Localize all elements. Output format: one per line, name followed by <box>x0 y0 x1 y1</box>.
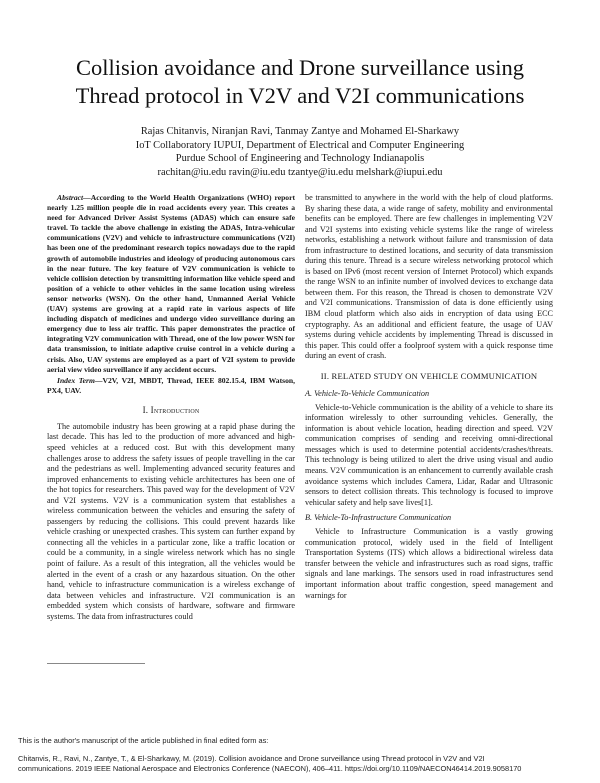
abstract-lead: Abstract— <box>57 193 91 202</box>
left-column <box>47 193 295 622</box>
introduction-continuation: be transmitted to anywhere in the world with the help of cloud platforms. By sharing these data, a wide range of safety, mobility and environmental benefits can be employed. There are few challenges in implementing V2V and V2I systems into existing vehicle systems like the range of wireless networks, establishing a network without failure and transmission of data from infrastructure to destined locations, and security of data transmission during this tenure. Thread is a secure wireless networking protocol which is based on IPv6 (most recent version of Internet Protocol) which expands the range WSN to an infinite number of involved devices to exchange data between them. For this reason, the Thread is chosen to demonstrate V2V and V2I communications. Transmission of data is done efficiently using IBM cloud platform which also aids in encryption of data using ECC cryptography. As an additional and efficient feature, the usage of UAV systems during vehicle accidents by implementing Thread is discussed in this paper. This could offer a foolproof system with a quick response time during an event of crash. <box>305 193 553 361</box>
abstract <box>47 193 295 375</box>
v2i-paragraph: Vehicle to Infrastructure Communication is a vastly growing communication protocol, widely used in the field of Intelligent Transportation Systems (ITS) which allows a bidirectional wireless data transfer between the vehicle and infrastructures such as road signs, traffic signals and lane markings. The sensors used in road infrastructures send important information about traffic congestion, speed management and warnings for <box>305 527 553 600</box>
v2v-paragraph: Vehicle-to-Vehicle communication is the ability of a vehicle to share its information wirelessly to other surrounding vehicles. Generally, the information is about vehicle location, heading direction and speed. V2V communication comprises of sending and receiving omni-directional messages which is used to determine potential accidents/crashes/threats. This technology is being utilized to alert the drive using visual and audio means. V2V communication is an enhancement to currently available crash avoidance systems which includes Camera, Lidar, Radar and Ultrasonic sensors to detect collision threats. This technology is focused to improve vehicular safety and help save lives[1]. <box>305 402 553 507</box>
right-column <box>305 193 553 601</box>
section-heading-introduction: I. Introduction <box>142 404 200 415</box>
author-affiliation-1: IoT Collaboratory IUPUI, Department of Electrical and Computer Engineering <box>135 139 465 151</box>
author-block <box>30 125 570 179</box>
author-names: Rajas Chitanvis, Niranjan Ravi, Tanmay Zantye and Mohamed El-Sharkawy <box>140 126 460 137</box>
title-line-1: Collision avoidance and Drone surveillance using <box>75 55 524 80</box>
author-emails: rachitan@iu.edu ravin@iu.edu tzantye@iu.edu melshark@iupui.edu <box>157 166 443 178</box>
manuscript-note: This is the author's manuscript of the article published in final edited form as: <box>18 736 269 745</box>
subsection-heading-v2i: B. Vehicle-To-Infrastructure Communication <box>305 513 452 523</box>
paper-title <box>30 54 570 110</box>
subsection-heading-v2v: A. Vehicle-To-Vehicle Communication <box>305 388 430 398</box>
author-affiliation-2: Purdue School of Engineering and Technology Indianapolis <box>175 153 425 165</box>
index-terms-text: —V2V, V2I, MBDT, Thread, IEEE 802.15.4, IBM Watson, PX4, UAV. <box>47 375 295 395</box>
index-terms-lead: Index Term <box>57 375 95 385</box>
index-terms <box>47 376 295 396</box>
footnote-divider <box>47 663 145 664</box>
citation-block <box>18 754 588 774</box>
citation-line-1: Chitanvis, R., Ravi, N., Zantye, T., & El-Sharkawy, M. (2019). Collision avoidance and Drone surveillance using Thread protocol in V2V and V2I <box>18 754 485 763</box>
introduction-paragraph: The automobile industry has been growing at a rapid phase during the last decade. This has led to the production of more advanced and high-speed vehicles at a reduced cost. But with this development many challenges arose to address the safety issues of people travelling in the car and the pedestrians as well. Implementing advanced security features and improved enhancements to existing vehicle architectures has been one of the hot topics for researchers. This paved way for the development of V2V and V2I systems. V2V is a communication system that establishes a wireless communication between the vehicles and ensuring the safety of passengers by reducing the collisions. This could prevent hazards like vehicle crashing or unexpected crashes. This system can further expand by connecting all the vehicles in a particular zone, like a traffic location or could be a community, in a single wireless network which has no single point of failure. As a result of this integration, all the vehicles would be alerted in the event of a crash or any hazardous situation. On the other hand, vehicle to infrastructure communication is a wireless exchange of data between vehicles and infrastructure. V2I communication is an embedded system which consists of hardware, software and firmware systems. The data from infrastructures could <box>47 421 295 621</box>
citation-line-2[interactable]: communications. 2019 IEEE National Aerospace and Electronics Conference (NAECON), 406–411. https://doi.org/10.1109/NAECON46414.2019.9058170 <box>18 764 522 773</box>
abstract-text: According to the World Health Organizations (WHO) report nearly 1.25 million people die in road accidents every year. This creates a need for Advanced Driver Assist Systems (ADAS) which can ensure safe travel. To tackle the above challenge in existing the ADAS, Intra-vehicular communications (V2V) and vehicle to infrastructure communications (V2I) has been one of the predominant research topics nowadays due to the rapid growth of automobile industries and ideology of producing autonomous cars in the near future. The key feature of V2V communication is vehicle to vehicle collision detection by transmitting information like vehicle speed and position of a vehicle to other vehicles in the same location using wireless sensor networks (WSN). On the other hand, Unmanned Aerial Vehicle (UAV) systems are growing at a rapid rate in various aspects of life including dispatch of medicines and undergo video surveillance during an emergency due to less air traffic. This paper demonstrates the practice of integrating V2V communication with Thread, one of the low power WSN for data transmission, to initiate adaptive cruise control in a vehicle during a crisis. Also, UAV systems are employed as a part of V2I system to provide aerial view video surveillance if any accident occurs. <box>47 193 295 374</box>
section-heading-related-study: II. RELATED STUDY ON VEHICLE COMMUNICATION <box>320 370 538 381</box>
title-line-2: Thread protocol in V2V and V2I communications <box>75 83 525 108</box>
